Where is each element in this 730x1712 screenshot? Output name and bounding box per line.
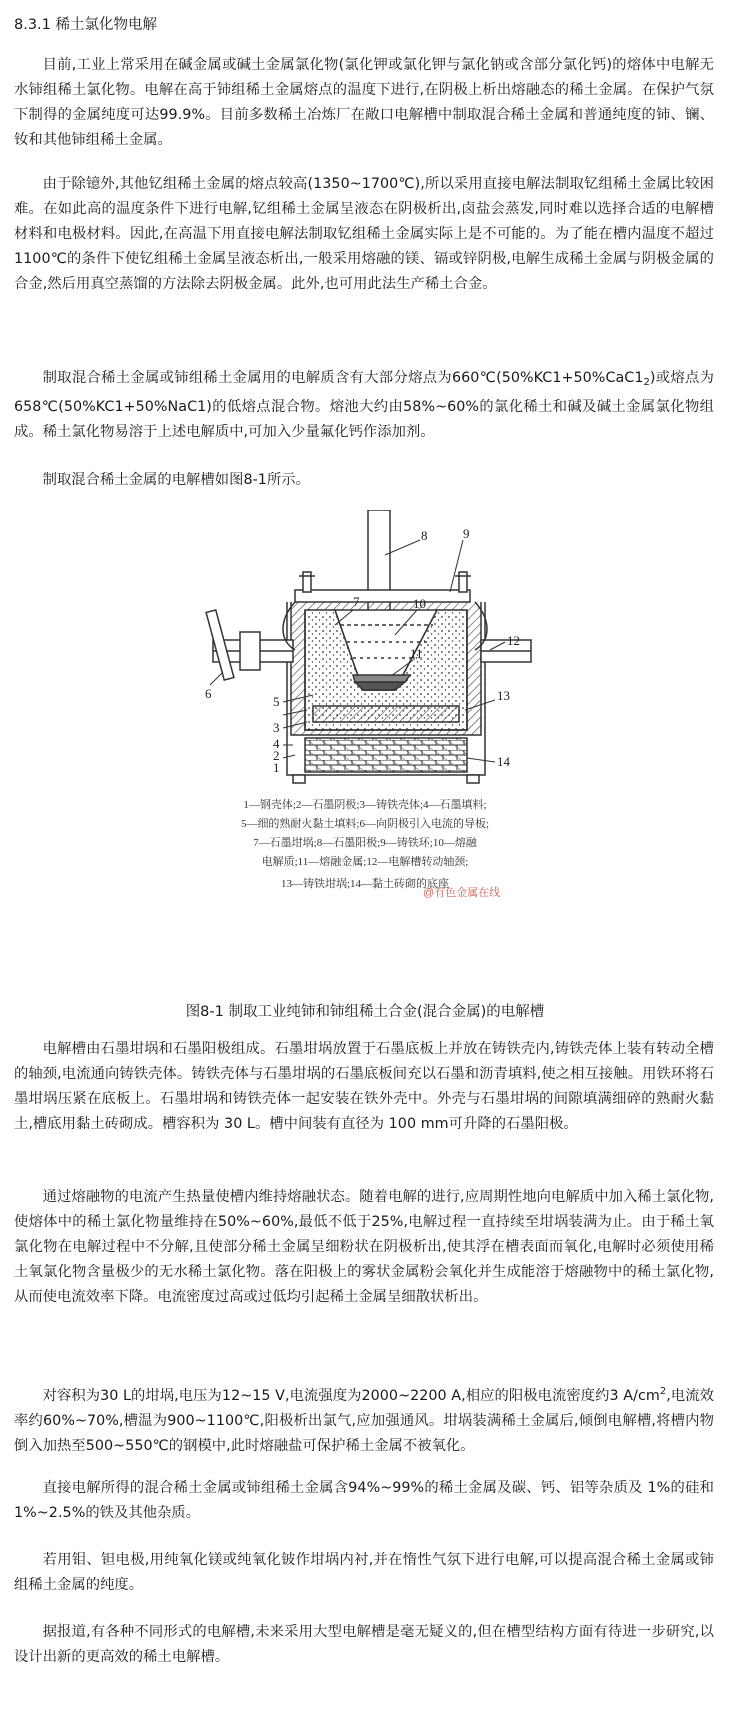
paragraph-2: 由于除镱外,其他钇组稀土金属的熔点较高(1350~1700℃),所以采用直接电解法制取钇组稀土金属比较困难。在如此高的温度条件下进行电解,钇组稀土金属呈液态在阴极析出,卤盐会蒸发,同时难以选择合适的电解槽材料和电极材料。因此,在高温下用直接电解法制取钇组稀土金属实际上是不可能的。为了能在槽内温度不超过1100℃的条件下使钇组稀土金属呈液态析出,一般采用熔融的镁、镉或锌阴极,电解生成稀土金属与阴极金属的合金,然后用真空蒸馏的方法除去阴极金属。此外,也可用此法生产稀土合金。 — [14, 176, 714, 292]
part-number-12: 12 — [507, 633, 520, 648]
paragraph-3-subscript: 2 — [643, 377, 650, 388]
paragraph-5: 电解槽由石墨坩埚和石墨阳极组成。石墨坩埚放置于石墨底板上并放在铸铁壳内,铸铁壳体上装有转动全槽的轴颈,电流通向铸铁壳体。铸铁壳体与石墨坩埚的石墨底板间充以石墨和沥青填料,使之相互接触。用铁环将石墨坩埚压紧在底板上。石墨坩埚和铸铁壳体一起安装在铁外壳中。外壳与石墨坩埚的间隙填满细碎的熟耐火黏土,槽底用黏土砖砌成。槽容积为 30 L。槽中间装有直径为 100 mm可升降的石墨阳极。 — [14, 1041, 714, 1132]
legend-line-2: 5—细的熟耐火黏土填料;6—向阴极引入电流的导板; — [240, 818, 490, 830]
part-number-5: 5 — [273, 694, 280, 709]
part-number-2: 2 — [273, 748, 280, 763]
part-number-1: 1 — [273, 760, 280, 775]
paragraph-3-text-a: 制取混合稀土金属或铈组稀土金属用的电解质含有大部分熔点为660℃(50%KC1+50%CaC1 — [42, 370, 644, 386]
paragraph-3-text-b: )或熔点为658℃(50%KC1+50%NaC1)的低熔点混合物。熔池大约由58%~60%的氯化稀土和碱及碱土金属氯化物组成。稀土氯化物易溶于上述电解质中,可加入少量氟化钙作添加剂。 — [14, 370, 715, 440]
paragraph-6: 通过熔融物的电流产生热量使槽内维持熔融状态。随着电解的进行,应周期性地向电解质中加入稀土氯化物,使熔体中的稀土氯化物量维持在50%~60%,最低不低于25%,电解过程一直持续至坩埚装满为止。由于稀土氧氯化物在电解过程中不分解,且使部分稀土金属呈细粉状在阴极析出,使其浮在槽表面而氧化,电解时必须使用稀土氧氯化物含量极少的无水稀土氯化物。落在阳极上的雾状金属粉会氧化并生成能溶于熔融物中的稀土氯化物,从而使电流效率下降。电流密度过高或过低均引起稀土金属呈细散状析出。 — [14, 1189, 714, 1305]
part-number-8: 8 — [421, 528, 428, 543]
electrolytic-cell-figure — [195, 510, 535, 980]
paragraph-3 — [14, 366, 714, 445]
paragraph-1: 目前,工业上常采用在碱金属或碱土金属氯化物(氯化钾或氯化钾与氯化钠或含部分氯化钙)的熔体中电解无水铈组稀土氯化物。电解在高于铈组稀土金属熔点的温度下进行,在阴极上析出熔融态的稀土金属。在保护气氛下制得的金属纯度可达99.9%。目前多数稀土冶炼厂在敞口电解槽中制取混合稀土金属和普通纯度的铈、镧、钕和其他铈组稀土金属。 — [14, 57, 714, 148]
electrolytic-cell-diagram — [195, 510, 535, 980]
graphite-cathode-plate — [313, 706, 459, 722]
part-number-10: 10 — [413, 596, 426, 611]
paragraph-9: 若用钼、钽电极,用纯氧化镁或纯氧化铍作坩埚内衬,并在惰性气氛下进行电解,可以提高混合稀土金属或铈组稀土金属的纯度。 — [14, 1552, 714, 1593]
part-number-9: 9 — [463, 526, 470, 541]
paragraph-10: 据报道,有各种不同形式的电解槽,未来采用大型电解槽是毫无疑义的,但在槽型结构方面有待进一步研究,以设计出新的更高效的稀土电解槽。 — [14, 1624, 714, 1665]
watermark: @有色金属在线 — [423, 887, 501, 899]
molten-metal — [355, 682, 405, 690]
legend-line-3: 7—石墨坩埚;8—石墨阳极;9—铸铁环;10—熔融 — [253, 837, 477, 849]
part-number-3: 3 — [273, 720, 280, 735]
paragraph-7-text-b: ,电流效率约60%~70%,槽温为900~1100℃,阳极析出氯气,应加强通风。坩埚装满稀土金属后,倾倒电解槽,将槽内物倒入加热至500~550℃的钢模中,此时熔融盐可保护稀土金属不被氧化。 — [14, 1388, 714, 1454]
paragraph-4: 制取混合稀土金属的电解槽如图8-1所示。 — [42, 472, 310, 488]
part-number-6: 6 — [205, 686, 212, 701]
part-number-11: 11 — [410, 646, 423, 661]
part-number-4: 4 — [273, 736, 280, 751]
part-number-14: 14 — [497, 754, 510, 769]
legend-line-1: 1—钢壳体;2—石墨阴极;3—铸铁壳体;4—石墨填料; — [243, 799, 487, 811]
legend-line-5: 13—铸铁坩埚;14—黏土砖砌的底座 — [280, 878, 450, 890]
paragraph-7 — [14, 1379, 714, 1459]
paragraph-7-text-a: 对容积为30 L的坩埚,电压为12~15 V,电流强度为2000~2200 A,相应的阳极电流密度约3 A/cm — [42, 1388, 660, 1404]
section-heading: 8.3.1 稀土氯化物电解 — [14, 17, 158, 33]
figure-caption: 图8-1 制取工业纯铈和铈组稀土合金(混合金属)的电解槽 — [185, 1004, 545, 1020]
paragraph-7-superscript: 2 — [659, 1386, 667, 1397]
cast-iron-ring — [295, 590, 470, 602]
legend-line-4: 电解质;11—熔融金属;12—电解槽转动轴颈; — [261, 856, 469, 868]
part-number-13: 13 — [497, 688, 510, 703]
brick-base — [305, 738, 467, 772]
part-number-7: 7 — [353, 594, 360, 609]
paragraph-8: 直接电解所得的混合稀土金属或铈组稀土金属含94%~99%的稀土金属及碳、钙、铝等杂质及 1%的硅和1%~2.5%的铁及其他杂质。 — [14, 1480, 714, 1521]
